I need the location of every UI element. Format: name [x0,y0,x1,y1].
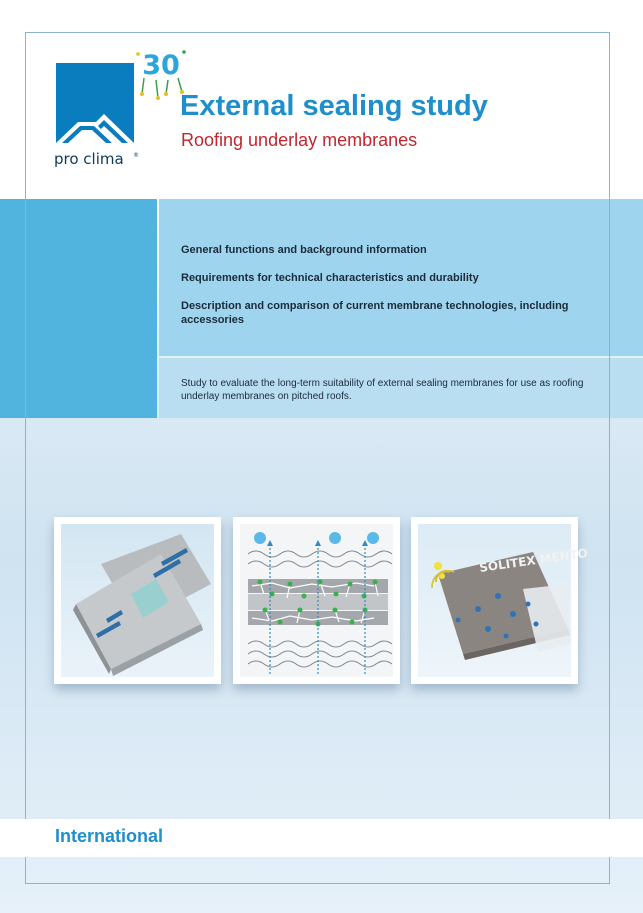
logo-wordmark: pro clima [54,150,124,168]
topic-item: General functions and background information [181,244,427,256]
edition-label: International [55,826,164,846]
page-subtitle: Roofing underlay membranes [181,130,418,150]
product-label: SOLITEX MENTO [478,545,589,575]
topic-item: Requirements for technical characteristics and durability [181,272,479,284]
page-title: External sealing study [180,90,488,122]
anniversary-number: 30 [142,50,180,81]
study-description: Study to evaluate the long-term suitability of external sealing membranes for use as roofing underlay membranes on pitched roofs. [181,378,584,402]
topic-item: Description and comparison of current membrane technologies, including accessories [181,300,569,326]
page-frame [25,32,610,884]
registered-mark: ® [133,152,139,159]
